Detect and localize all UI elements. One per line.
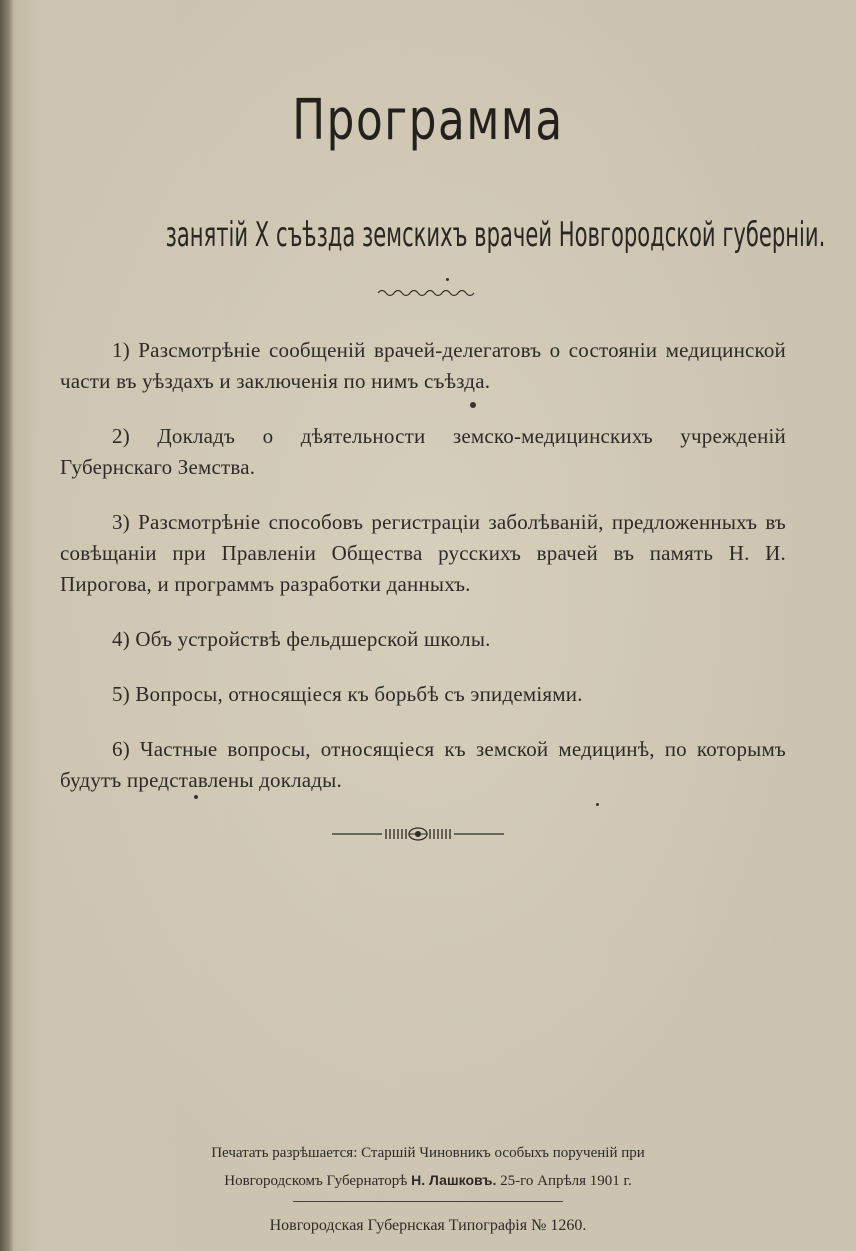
list-item: 5) Вопросы, относящіеся къ борьбѣ съ эпидеміями. [112, 682, 583, 706]
censor-approval-line: Печатать разрѣшается: Старшій Чиновникъ особыхъ порученій при [211, 1145, 645, 1161]
approval-date: 25-го Апрѣля 1901 г. [500, 1173, 632, 1189]
footer-divider [293, 1201, 563, 1202]
paper-speck [446, 278, 449, 281]
paper-speck [194, 795, 198, 799]
divider-ornament [332, 826, 504, 842]
document-subtitle: занятій X съѣзда земскихъ врачей Новгородской губерніи. [165, 215, 826, 255]
list-item: 1) Разсмотрѣніе сообщеній врачей-делегатовъ о состояніи медицинской части въ уѣздахъ и заключенія по нимъ съѣзда. [60, 338, 786, 393]
censor-office: Новгородскомъ Губернаторѣ [224, 1173, 408, 1189]
printer-imprint: Новгородская Губернская Типографія № 1260. [269, 1217, 587, 1234]
program-items-list [60, 335, 786, 820]
wavy-rule-ornament [376, 285, 476, 299]
list-item: 2) Докладъ о дѣятельности земско-медицинскихъ учрежденій Губернскаго Земства. [60, 424, 786, 479]
censor-signature-line [0, 1172, 856, 1190]
paper-speck [470, 402, 476, 408]
censor-name: Н. Лашковъ. [411, 1172, 497, 1188]
list-item: 4) Объ устройствѣ фельдшерской школы. [112, 627, 491, 651]
list-item: 3) Разсмотрѣніе способовъ регистраціи заболѣваній, предложенныхъ въ совѣщаніи при Правленіи Общества русскихъ врачей въ память Н. И. Пирогова, и программъ разработки данныхъ. [60, 510, 786, 596]
list-item: 6) Частные вопросы, относящіеся къ земской медицинѣ, по которымъ будутъ представлены доклады. [60, 737, 786, 792]
paper-speck [596, 803, 599, 806]
document-title: Программа [292, 88, 564, 153]
book-spine-edge [0, 0, 14, 1251]
